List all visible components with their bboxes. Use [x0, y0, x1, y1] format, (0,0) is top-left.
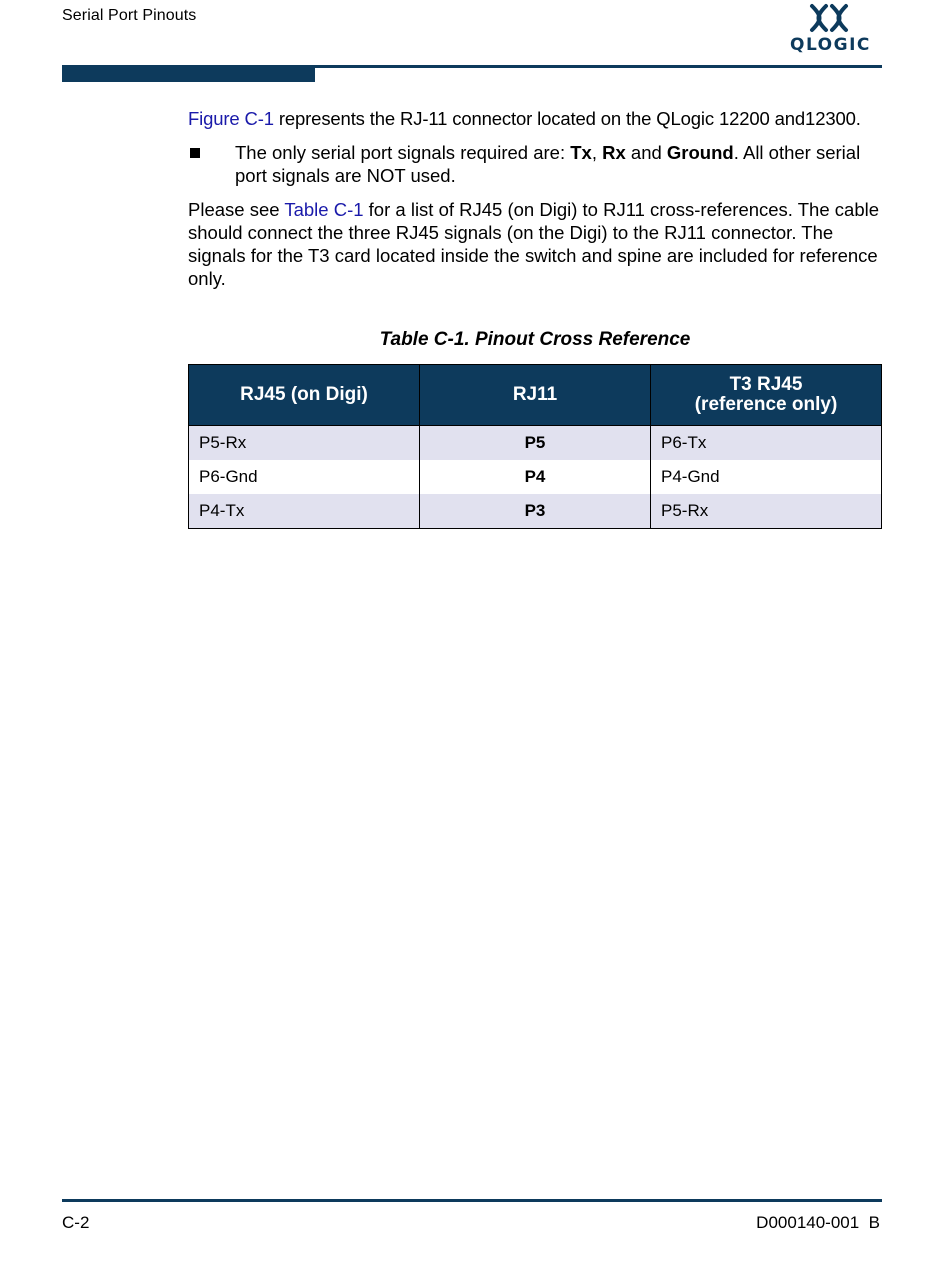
- paragraph-table-ref-post: for a list of RJ45 (on Digi) to RJ11 cross-references. The cable should connect the three RJ45 signals (on the Digi) to the RJ11 connector. The signals for the T3 card located inside the switch and spine are included for reference only.: [188, 199, 880, 289]
- page-number: C-2: [62, 1213, 90, 1232]
- cell-rj45-digi: P6-Gnd: [189, 460, 420, 494]
- header-rj11: RJ11: [420, 365, 651, 426]
- cell-t3-rj45: P6-Tx: [651, 426, 882, 461]
- section-title: Serial Port Pinouts: [62, 7, 197, 24]
- footer-rule: [62, 1199, 882, 1202]
- bullet-sep-2: and: [625, 142, 667, 163]
- figure-c1-link[interactable]: Figure C-1: [188, 108, 274, 129]
- table-row: [189, 460, 882, 494]
- qlogic-logo-mark-icon: [786, 2, 882, 34]
- table-c1-link[interactable]: Table C-1: [284, 199, 364, 220]
- cell-rj11: P3: [420, 494, 651, 529]
- paragraph-table-ref: [188, 198, 888, 290]
- square-bullet-icon: [190, 148, 200, 158]
- bullet-item: [188, 141, 888, 187]
- cell-rj45-digi: P5-Rx: [189, 426, 420, 461]
- table-row: [189, 494, 882, 529]
- cell-t3-rj45: P4-Gnd: [651, 460, 882, 494]
- pinout-table: [188, 364, 882, 529]
- bullet-rx: Rx: [602, 142, 626, 163]
- header-accent-block: [62, 65, 315, 82]
- cell-rj11: P5: [420, 426, 651, 461]
- cell-rj11: P4: [420, 460, 651, 494]
- paragraph-figure-ref-text: represents the RJ-11 connector located on the QLogic 12200 and12300.: [273, 108, 861, 129]
- qlogic-logo-text: QLOGIC: [790, 35, 871, 55]
- bullet-text-post: . All other serial port signals are NOT used.: [235, 142, 861, 186]
- table-header-row: [189, 365, 882, 426]
- bullet-sep-1: ,: [591, 142, 603, 163]
- header-t3-rj45-line1: T3 RJ45: [729, 374, 803, 395]
- header-t3-rj45: [651, 365, 882, 426]
- paragraph-table-ref-pre: Please see: [188, 199, 285, 220]
- cell-t3-rj45: P5-Rx: [651, 494, 882, 529]
- body-content: [188, 107, 888, 290]
- header-rj45-digi: RJ45 (on Digi): [189, 365, 420, 426]
- bullet-text-pre: The only serial port signals required are:: [235, 142, 571, 163]
- paragraph-figure-ref: [188, 107, 888, 130]
- bullet-tx: Tx: [570, 142, 592, 163]
- table-row: [189, 426, 882, 461]
- bullet-ground: Ground: [666, 142, 734, 163]
- header-t3-rj45-line2: (reference only): [694, 394, 838, 415]
- qlogic-logo: [786, 2, 882, 58]
- document-id: D000140-001 B: [756, 1213, 880, 1232]
- cell-rj45-digi: P4-Tx: [189, 494, 420, 529]
- table-caption: Table C-1. Pinout Cross Reference: [379, 329, 691, 350]
